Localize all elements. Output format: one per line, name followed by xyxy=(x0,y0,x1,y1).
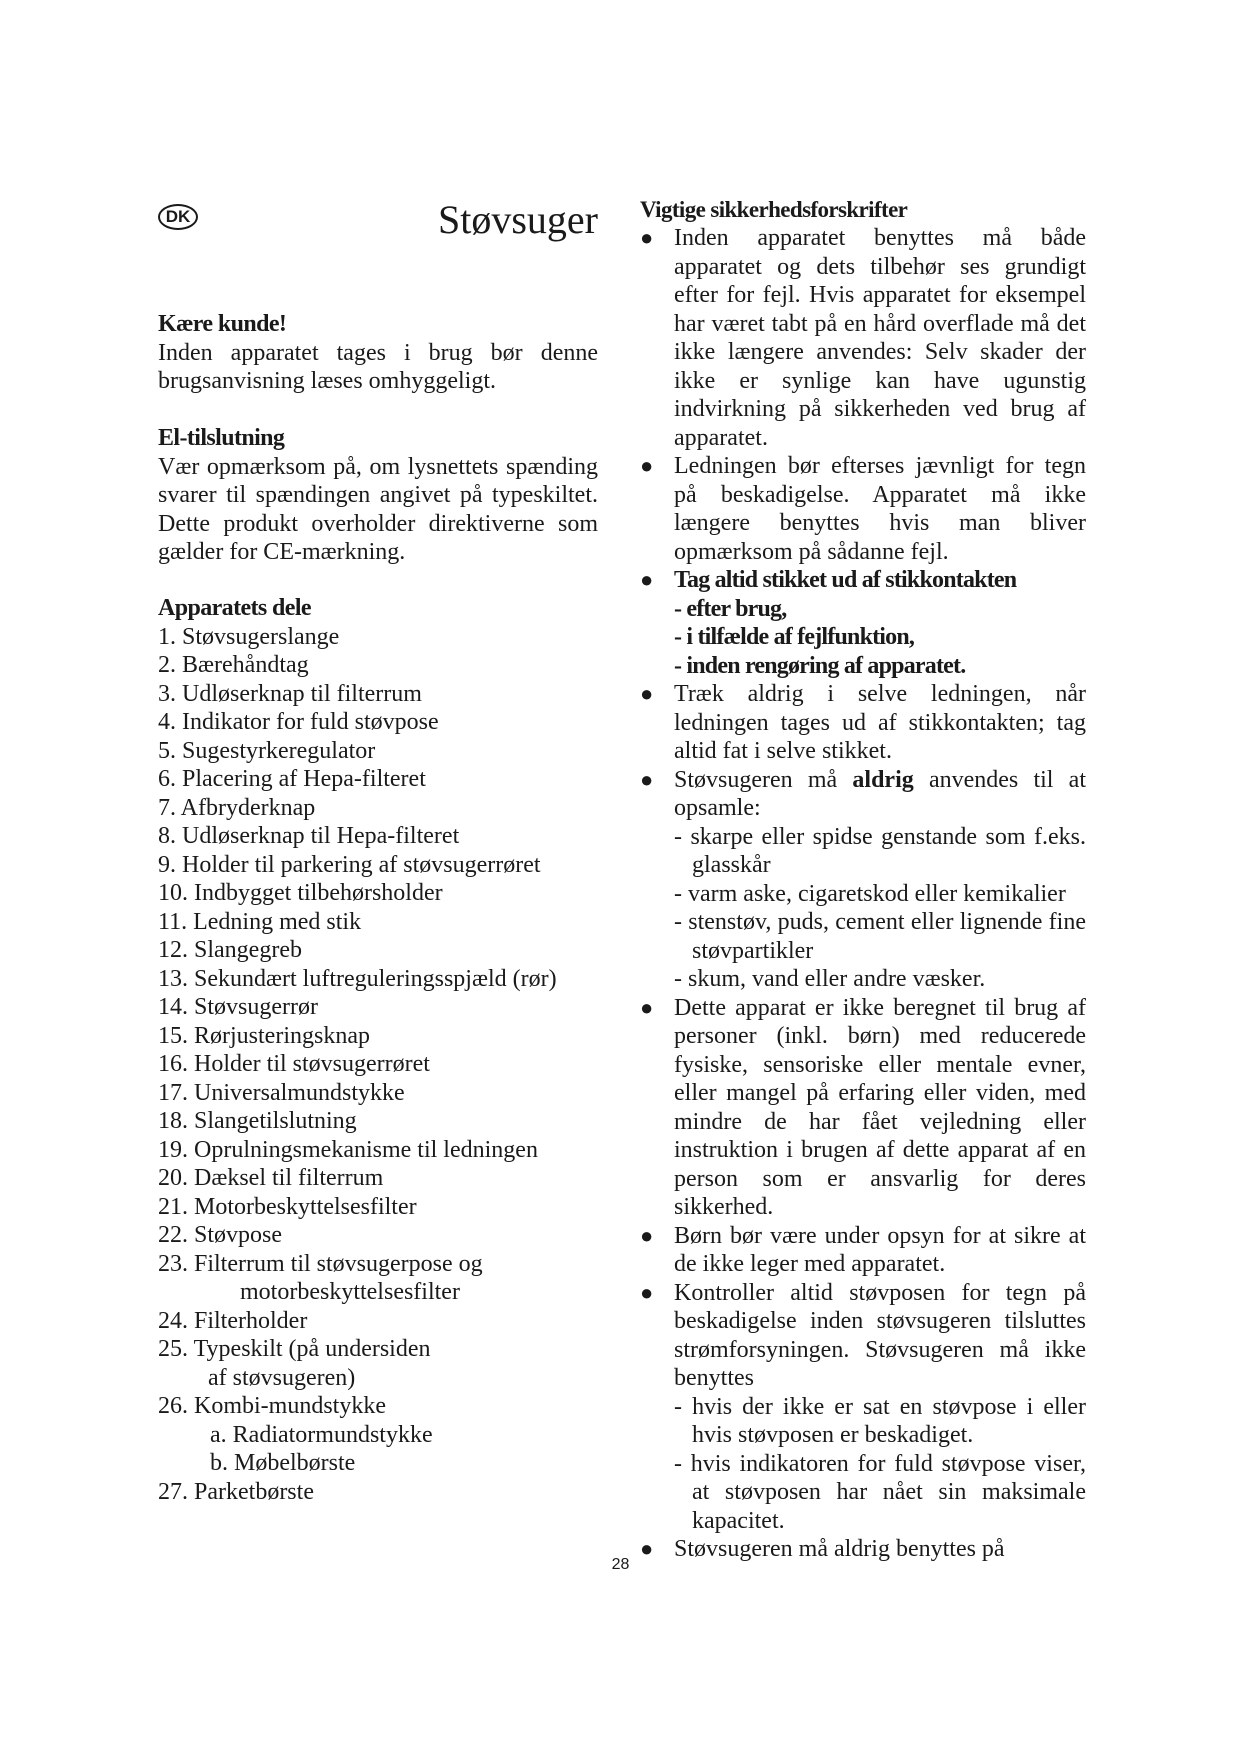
list-item: 2. Bærehåndtag xyxy=(158,652,309,678)
safety-bullet: ● Børn bør være under opsyn for at sikre at de ikke leger med apparatet. xyxy=(640,1222,1086,1279)
safety-bullet: ● Ledningen bør efterses jævnligt for tegn på beskadigelse. Apparatet må ikke længere benyttes hvis man bliver opmærksom på sådanne fejl. xyxy=(640,452,1086,566)
safety-bullet: ● Træk aldrig i selve ledningen, når ledningen tages ud af stikkontakten; tag altid fat i selve stikket. xyxy=(640,680,1086,766)
intro-body: Inden apparatet tages i brug bør denne brugsanvisning læses omhyggeligt. xyxy=(158,339,598,394)
list-item: 22. Støvpose xyxy=(158,1222,283,1248)
dash-item: - inden rengøring af apparatet. xyxy=(674,652,966,679)
list-item: 5. Sugestyrkeregulator xyxy=(158,737,376,764)
dash-item: - efter brug, xyxy=(674,595,787,622)
list-item: 4. Indikator for fuld støvpose xyxy=(158,709,439,735)
dash-item: - hvis der ikke er sat en støvpose i eller hvis støvposen er beskadiget. xyxy=(674,1393,1086,1448)
page-number: 28 xyxy=(611,1556,630,1573)
safety-bullet: ● Inden apparatet benyttes må både apparatet og dets tilbehør ses grundigt efter for fejl. Hvis apparatet for eksempel har været tabt på en hård overflade må det ikke længere anvendes: Selv skader der ikke er synlige kan have ugunstig indvirkning på sikkerheden ved brug af apparatet. xyxy=(640,224,1086,452)
el-heading: El-tilslutning xyxy=(158,425,285,451)
safety-dash-list xyxy=(640,823,1086,994)
list-item: 13. Sekundært luftreguleringsspjæld (rør) xyxy=(158,965,557,992)
intro-section xyxy=(158,310,598,396)
list-item: 6. Placering af Hepa-filteret xyxy=(158,766,426,792)
list-item: 3. Udløserknap til filterrum xyxy=(158,680,422,707)
list-item: 23. Filterrum til støvsugerpose og motorbeskyttelsesfilter xyxy=(158,1250,483,1305)
list-item: 10. Indbygget tilbehørsholder xyxy=(158,880,443,906)
bullet-text: Støvsugeren må xyxy=(674,766,853,793)
list-item: b. Møbelbørste xyxy=(210,1450,356,1476)
list-item: 1. Støvsugerslange xyxy=(158,623,340,650)
bullet-text: anvendes til at opsamle: xyxy=(674,766,1086,821)
language-badge: DK xyxy=(158,204,198,230)
list-item: 19. Oprulningsmekanisme til ledningen xyxy=(158,1136,538,1163)
page-title: Støvsuger xyxy=(438,197,598,242)
list-item: 14. Støvsugerrør xyxy=(158,994,318,1020)
safety-heading: Vigtige sikkerhedsforskrifter xyxy=(640,197,908,222)
list-item: 20. Dæksel til filterrum xyxy=(158,1165,384,1191)
parts-section xyxy=(158,594,598,1506)
dash-item: - stenstøv, puds, cement eller lignende fine støvpartikler xyxy=(674,909,1086,964)
dash-item: - varm aske, cigaretskod eller kemikalier xyxy=(674,880,1066,907)
list-item: 8. Udløserknap til Hepa-filteret xyxy=(158,823,460,849)
list-item: 27. Parketbørste xyxy=(158,1478,314,1505)
list-item: 9. Holder til parkering af støvsugerrøret xyxy=(158,851,541,878)
bullet-emphasis: aldrig xyxy=(852,766,914,793)
list-item: 15. Rørjusteringsknap xyxy=(158,1022,370,1049)
safety-dash-list xyxy=(640,595,1086,681)
parts-heading: Apparatets dele xyxy=(158,595,311,621)
list-item: 21. Motorbeskyttelsesfilter xyxy=(158,1193,417,1220)
dash-item: - skum, vand eller andre væsker. xyxy=(674,966,986,992)
list-item: 25. Typeskilt (på undersiden af støvsugeren) xyxy=(158,1336,431,1391)
list-item: 26. Kombi-mundstykke xyxy=(158,1393,386,1419)
list-item: 17. Universalmundstykke xyxy=(158,1079,405,1106)
safety-bullet: ● Støvsugeren må aldrig benyttes på xyxy=(640,1535,1086,1564)
el-section xyxy=(158,424,598,567)
parts-list xyxy=(158,623,598,1507)
list-item: 7. Afbryderknap xyxy=(158,794,316,821)
list-item: 18. Slangetilslutning xyxy=(158,1108,357,1134)
el-body: Vær opmærksom på, om lysnettets spænding svarer til spændingen angivet på typeskiltet. Dette produkt overholder direktiverne som gælder for CE-mærkning. xyxy=(158,453,598,565)
safety-bullet: ● Dette apparat er ikke beregnet til brug af personer (inkl. børn) med reducerede fysiske, sensoriske eller mentale evner, eller mangel på erfaring eller viden, med mindre de har fået vejledning eller instruktion i brugen af dette apparat af en person som er ansvarlig for deres sikkerhed. xyxy=(640,994,1086,1222)
list-item: a. Radiatormundstykke xyxy=(210,1421,433,1448)
intro-heading: Kære kunde! xyxy=(158,311,287,337)
list-item: 11. Ledning med stik xyxy=(158,908,362,935)
dash-item: - skarpe eller spidse genstande som f.eks. glasskår xyxy=(674,823,1086,878)
safety-bullet xyxy=(640,766,1086,823)
list-item: 12. Slangegreb xyxy=(158,937,302,963)
list-item: 24. Filterholder xyxy=(158,1307,308,1334)
dash-item: - i tilfælde af fejlfunktion, xyxy=(674,624,915,650)
list-item: 16. Holder til støvsugerrøret xyxy=(158,1051,430,1077)
dash-item: - hvis indikatoren for fuld støvpose viser, at støvposen har nået sin maksimale kapacitet. xyxy=(674,1450,1086,1534)
safety-bullet: ● Tag altid stikket ud af stikkontakten xyxy=(640,566,1086,595)
safety-section xyxy=(640,196,1086,1564)
safety-dash-list xyxy=(640,1393,1086,1536)
safety-bullet: ● Kontroller altid støvposen for tegn på beskadigelse inden støvsugeren tilsluttes strømforsyningen. Støvsugeren må ikke benyttes xyxy=(640,1279,1086,1393)
